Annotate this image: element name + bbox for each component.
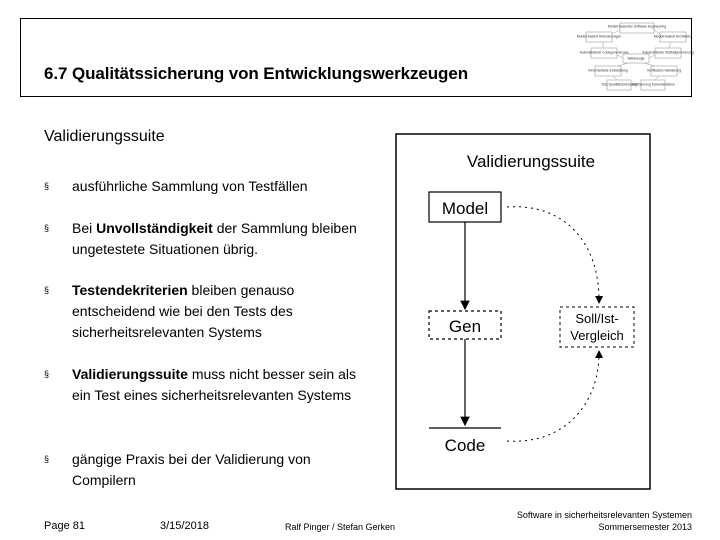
mini-mid-right-label: Automatisierte Testfallgenerierung xyxy=(642,50,694,55)
mini-low-left-label: Inkrementelle Entwicklung xyxy=(588,68,628,73)
mini-right-label: Modell-basiert Architektur xyxy=(653,34,693,39)
bullet-marker: § xyxy=(44,454,50,464)
code-label: Code xyxy=(444,436,486,455)
gen-label: Gen xyxy=(448,317,482,336)
mini-bottom-left-label: Test Qualitätssicherung xyxy=(601,82,637,87)
bullet-text: Testendekriterien bleiben genauso entscheidend wie bei den Tests des sicherheitsrelevanten Systems xyxy=(72,282,295,340)
validation-suite-diagram xyxy=(395,133,651,490)
section-heading: Validierungssuite xyxy=(44,128,165,145)
compare-label-line2: Vergleich xyxy=(570,328,624,343)
model-label: Model xyxy=(441,199,489,218)
mini-low-right-label: Verifikation Validierung xyxy=(646,68,682,73)
mini-center-label: Werkzeuge xyxy=(627,56,645,61)
slide-title: 6.7 Qualitätssicherung von Entwicklungswerkzeugen xyxy=(44,64,468,83)
course-title: Software in sicherheitsrelevanten Systemen xyxy=(516,510,692,520)
bullet-text: ausführliche Sammlung von Testfällen xyxy=(72,178,308,194)
bullet-marker: § xyxy=(44,181,50,191)
bullet-marker: § xyxy=(44,285,50,295)
compare-label-line1: Soll/Ist- xyxy=(575,311,619,326)
bullet-text: gängige Praxis bei der Validierung von Compilern xyxy=(72,451,311,488)
bullet-marker: § xyxy=(44,223,50,233)
diagram-title: Validierungssuite xyxy=(466,152,596,171)
authors: Ralf Pinger / Stefan Gerken xyxy=(285,522,396,532)
bullet-text: Bei Unvollständigkeit der Sammlung bleiben ungetestete Situationen übrig. xyxy=(72,220,357,257)
mini-mid-left-label: Automatisierte Codegenerierung xyxy=(579,50,629,55)
page-number: Page 81 xyxy=(44,520,85,532)
mini-top-label: Modell-basiertes Software Engineering xyxy=(607,24,667,29)
course-semester: Sommersemester 2013 xyxy=(598,522,692,532)
course-info xyxy=(517,509,692,533)
bullet-text: Validierungssuite muss nicht besser sein als ein Test eines sicherheitsrelevanten Systems xyxy=(72,366,357,403)
mini-bottom-right-label: Zertifizierung Dokumentation xyxy=(631,82,675,87)
mini-left-label: Modell-basiert Anforderungen xyxy=(576,34,622,39)
bullet-marker: § xyxy=(44,369,50,379)
overview-mini-diagram xyxy=(576,22,694,94)
slide-date: 3/15/2018 xyxy=(160,520,209,532)
